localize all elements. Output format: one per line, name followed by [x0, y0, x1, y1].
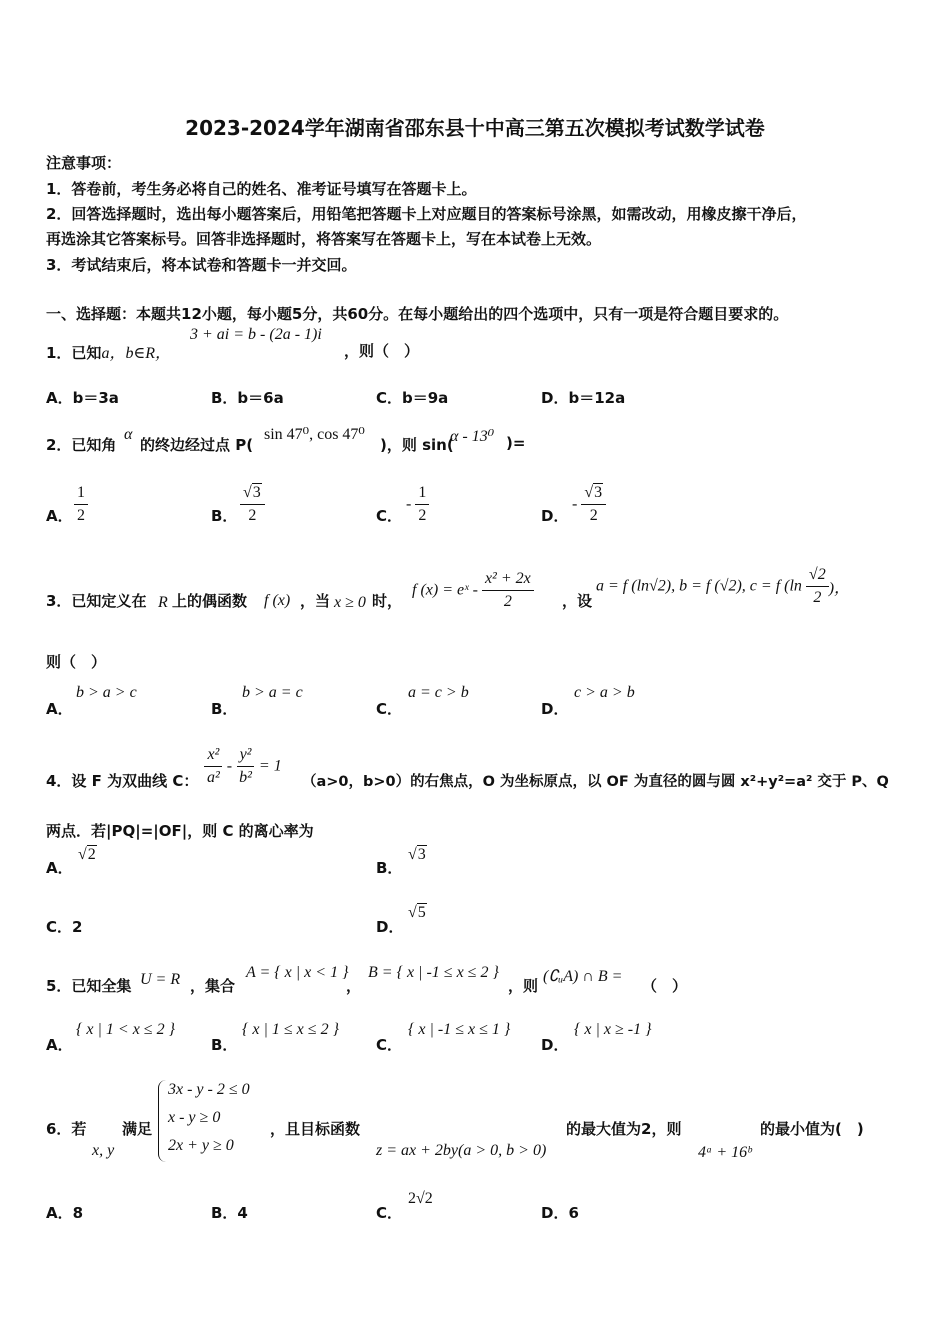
q2-c-num: 1: [415, 482, 429, 505]
question-1: [46, 340, 171, 363]
q5-comma: ，: [346, 977, 362, 995]
q3-option-a: b > a > c: [76, 684, 137, 701]
q3-option-d: c > a > b: [574, 684, 635, 701]
q3-set-num: √2: [806, 564, 829, 587]
q3-label-c: C．: [376, 700, 403, 718]
q1-option-b: B．b＝6a: [211, 389, 284, 407]
q3-func-num: x² + 2x: [482, 568, 534, 591]
q3-label-a: A．: [46, 700, 73, 718]
q2-option-a: [74, 482, 88, 527]
q3-mid: 上的偶函数: [172, 592, 248, 610]
q3-mid2: ，当: [300, 592, 331, 610]
q4-prefix: 4．设 F 为双曲线 C：: [46, 772, 199, 790]
q3-func-left: f (x) = eˣ -: [412, 581, 478, 599]
q3-mid4: ，设: [562, 592, 593, 610]
q6-expr: 4ᵃ + 16ᵇ: [698, 1144, 752, 1161]
q4-root-b: 3: [417, 846, 426, 863]
q2-label-d: D．: [541, 507, 569, 525]
q5-mid: ，集合: [190, 977, 236, 995]
q4-x-den: a²: [207, 769, 220, 786]
q2-suffix: )=: [506, 434, 526, 452]
q3-cond: x ≥ 0: [334, 594, 366, 611]
q1-equation: 3 + ai = b - (2a - 1)i: [190, 326, 322, 343]
q2-a-den: 2: [77, 507, 85, 524]
q4-eq1: = 1: [258, 757, 282, 775]
q3-prefix: 3．已知定义在: [46, 592, 147, 610]
q1-option-a: A．b＝3a: [46, 389, 119, 407]
q6-label-c: C．: [376, 1204, 403, 1222]
q4-option-c: C．2: [46, 918, 83, 936]
radical-icon: √: [408, 846, 417, 863]
q3-definitions: [596, 564, 850, 609]
q3-then: 则（ ）: [46, 653, 107, 671]
q4-label-d: D．: [376, 918, 404, 936]
q5-label-d: D．: [541, 1036, 569, 1054]
q6-prefix: 6．若: [46, 1120, 87, 1138]
q3-set-tail: )，: [828, 580, 851, 597]
page-title: 2023-2024学年湖南省邵东县十中高三第五次模拟考试数学试卷: [185, 116, 765, 140]
q3-set-def: a = f (ln√2), b = f (√2), c = f (ln: [596, 577, 802, 595]
q5-universal: U = R: [140, 971, 181, 988]
q3-func-den: 2: [503, 593, 512, 610]
notice-item: 3．考试结束后，将本试卷和答题卡一并交回。: [46, 256, 357, 274]
q2-alpha: α: [124, 426, 133, 443]
q5-prefix: 5．已知全集: [46, 977, 132, 995]
q1-option-c: C．b＝9a: [376, 389, 449, 407]
q2-option-d: [572, 482, 606, 527]
question-2: [46, 434, 116, 455]
q2-label-c: C．: [376, 507, 403, 525]
q3-mid3: 时，: [372, 592, 403, 610]
q4-label-a: A．: [46, 859, 73, 877]
q4-hyperbola: [204, 744, 282, 789]
q2-point: sin 47⁰, cos 47⁰: [264, 426, 365, 443]
q5-option-d: { x | x ≥ -1 }: [574, 1021, 652, 1038]
q2-option-b: [240, 482, 265, 527]
q4-option-b: [408, 846, 427, 864]
brace-icon: [158, 1080, 167, 1162]
q2-mid: 的终边经过点 P(: [140, 436, 254, 454]
q6-mid2: 的最大值为2，则: [566, 1120, 682, 1138]
q6-option-a: A．8: [46, 1204, 84, 1222]
q6-system: [168, 1076, 250, 1160]
q4-minus: -: [226, 757, 233, 775]
q5-expr: (∁ᵤA) ∩ B =: [543, 968, 623, 985]
q1-vars: a，b∈R，: [101, 345, 172, 362]
q6-option-b: B．4: [211, 1204, 248, 1222]
radical-icon: √: [78, 846, 87, 863]
q5-set-a: A = { x | x < 1 }: [246, 964, 349, 981]
q1-prefix: 1．已知: [46, 344, 102, 362]
q5-suffix: （ ）: [642, 977, 688, 995]
radical-icon: √: [584, 484, 594, 501]
section-heading: 一、选择题：本题共12小题，每小题5分，共60分。在每小题给出的四个选项中，只有一项是符合题目要求的。: [46, 305, 789, 323]
q6-option-c: 2√2: [408, 1190, 433, 1207]
q4-root-a: 2: [87, 846, 96, 863]
q2-b-den: 2: [248, 507, 257, 524]
q3-fx: f (x): [264, 592, 291, 609]
q2-label-a: A．: [46, 507, 73, 525]
q5-set-b: B = { x | -1 ≤ x ≤ 2 }: [368, 964, 499, 981]
q5-option-c: { x | -1 ≤ x ≤ 1 }: [408, 1021, 511, 1038]
q4-option-d: [408, 904, 427, 922]
q2-c-den: 2: [418, 507, 427, 524]
notice-item: 1．答卷前，考生务必将自己的姓名、准考证号填写在答题卡上。: [46, 180, 477, 198]
q3-option-c: a = c > b: [408, 684, 469, 701]
q5-label-c: C．: [376, 1036, 403, 1054]
q3-option-b: b > a = c: [242, 684, 303, 701]
q5-label-b: B．: [211, 1036, 238, 1054]
notice-item: 2．回答选择题时，选出每小题答案后，用铅笔把答题卡上对应题目的答案标号涂黑，如需改动，用橡皮擦干净后，: [46, 205, 807, 223]
q3-R: R: [158, 594, 168, 611]
q2-arg: α - 13⁰: [450, 428, 495, 445]
q2-option-c: [406, 482, 429, 527]
radical-icon: √: [243, 484, 252, 501]
q2-b-num: 3: [252, 484, 261, 501]
q5-option-b: { x | 1 ≤ x ≤ 2 }: [242, 1021, 339, 1038]
q6-objective: z = ax + 2by(a > 0, b > 0): [376, 1142, 547, 1159]
q6-satisfy: 满足: [122, 1120, 153, 1138]
q6-ineq-3: 2x + y ≥ 0: [168, 1137, 234, 1154]
q6-mid: ，且目标函数: [270, 1120, 361, 1138]
q4-x-num: x²: [204, 744, 222, 767]
q1-suffix: ，则（ ）: [344, 342, 420, 360]
notice-item: 再选涂其它答案标号。回答非选择题时，将答案写在答题卡上，写在本试卷上无效。: [46, 230, 602, 248]
q4-line2: 两点．若|PQ|=|OF|，则 C 的离心率为: [46, 822, 314, 840]
q6-option-d: D．6: [541, 1204, 579, 1222]
q4-y-num: y²: [237, 744, 255, 767]
q4-root-d: 5: [417, 904, 426, 921]
q2-a-num: 1: [74, 482, 88, 505]
q3-label-b: B．: [211, 700, 238, 718]
q1-option-d: D．b＝12a: [541, 389, 626, 407]
q2-d-num: 3: [594, 484, 603, 501]
q5-option-a: { x | 1 < x ≤ 2 }: [76, 1021, 175, 1038]
q2-mid2: )，则 sin(: [380, 436, 454, 454]
q3-function: [412, 568, 534, 613]
q2-d-sign: -: [572, 495, 578, 513]
notice-heading: 注意事项：: [46, 154, 122, 172]
q6-suffix: 的最小值为( ): [760, 1120, 864, 1138]
q3-set-den: 2: [813, 589, 822, 606]
q3-label-d: D．: [541, 700, 569, 718]
q5-label-a: A．: [46, 1036, 73, 1054]
q2-c-sign: -: [406, 495, 412, 513]
q4-y-den: b²: [239, 769, 252, 786]
q2-d-den: 2: [589, 507, 598, 524]
q4-rest: （a>0，b>0）的右焦点，O 为坐标原点，以 OF 为直径的圆与圆 x²+y²=a² 交于 P、Q: [302, 774, 889, 790]
q4-option-a: [78, 846, 97, 864]
q6-ineq-1: 3x - y - 2 ≤ 0: [168, 1081, 250, 1098]
q6-xy: x, y: [92, 1142, 115, 1159]
radical-icon: √: [408, 904, 417, 921]
q6-ineq-2: x - y ≥ 0: [168, 1109, 221, 1126]
q4-label-b: B．: [376, 859, 403, 877]
q2-prefix: 2．已知角: [46, 436, 117, 454]
q5-mid2: ，则: [508, 977, 539, 995]
q2-label-b: B．: [211, 507, 238, 525]
